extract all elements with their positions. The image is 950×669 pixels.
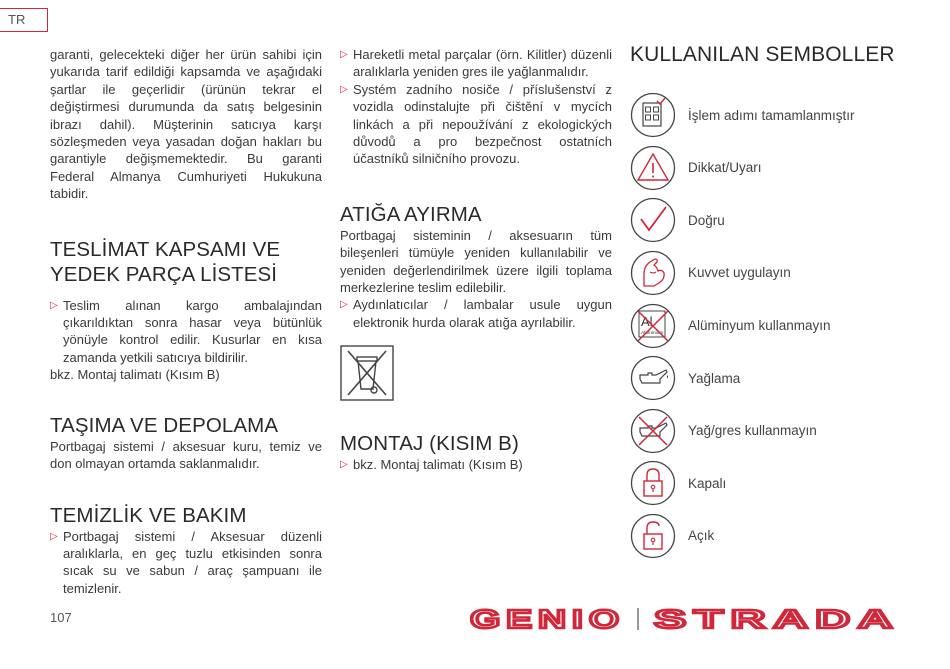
svg-text:Al: Al: [641, 313, 653, 329]
triangle-bullet-icon: ▷: [340, 83, 348, 95]
scope-reference: bkz. Montaj talimatı (Kısım B): [50, 367, 220, 383]
warning-icon: [630, 145, 676, 191]
symbol-label: Kuvvet uygulayın: [688, 265, 791, 281]
cleaning-heading: TEMİZLİK VE BAKIM: [50, 503, 247, 527]
warranty-text: garanti, gelecekteki diğer her ürün sahibi için yukarıda tarif edildiği kapsamda ve aşağıdaki şartlar ile geçerlidir (ürünün tekrar el değiştirmesi durumunda da satış belgesinin ibrazı dahil). Müşterinin satıcıya karşı sözleşmeden veya yasadan doğan hakları bu garantiyle değişmemektedir. Bu garanti Federal Almanya Cumhuriyeti Hukukuna tabidir.: [50, 47, 322, 202]
list-item: ▷ Portbagaj sistemi / Aksesuar düzenli aralıklarla, en geç tuzlu etkisinden sonra sıcak su ve sabun / araç şampuanı ile temizlenir.: [50, 528, 322, 596]
triangle-bullet-icon: ▷: [340, 299, 348, 311]
checklist-icon: [630, 92, 676, 138]
oil-can-icon: [630, 355, 676, 401]
page-number: 107: [50, 610, 72, 625]
disposal-heading: ATIĞA AYIRMA: [340, 202, 482, 226]
symbol-row: [630, 457, 910, 510]
brand-strada: STRADA: [654, 604, 900, 632]
disposal-text: Portbagaj sisteminin / aksesuarın tüm bileşenleri tümüyle yeniden kullanılabilir ve yeniden değerlendirilmek üzere ilgili toplama merkezlerine teslim edilebilir.: [340, 227, 612, 296]
triangle-bullet-icon: ▷: [340, 49, 348, 60]
triangle-bullet-icon: ▷: [50, 299, 58, 311]
symbol-row: [630, 510, 910, 563]
triangle-bullet-icon: ▷: [340, 459, 348, 471]
list-item: ▷ Aydınlatıcılar / lambalar usule uygun elektronik hurda olarak atığa ayrılabilir.: [340, 297, 612, 330]
symbols-heading: KULLANILAN SEMBOLLER: [630, 43, 895, 66]
symbol-row: [630, 299, 910, 352]
column-left: [50, 46, 322, 597]
column-middle: [340, 46, 612, 474]
list-item: ▷ Systém zadního nosiče / příslušenství z vozidla odinstalujte při čištění v mycích linkách a při nepoužívání z ekologických důvodů a pro bezpečnost ostatních účastníků silničního provozu.: [340, 81, 612, 167]
svg-text:Aluminium: Aluminium: [641, 330, 664, 336]
symbol-row: [630, 352, 910, 405]
symbol-row: [630, 194, 910, 247]
symbol-label: Açık: [688, 528, 715, 544]
symbol-row: [630, 89, 910, 142]
crossed-bin-icon: [340, 345, 394, 401]
symbol-row: [630, 247, 910, 300]
no-oil-icon: [630, 408, 676, 454]
brand-logo: [470, 604, 902, 632]
arm-force-icon: [630, 250, 676, 296]
language-tab: TR: [0, 8, 48, 32]
no-aluminium-icon: [630, 303, 676, 349]
symbol-label: Yağlama: [688, 370, 741, 386]
storage-heading: TAŞIMA VE DEPOLAMA: [50, 413, 279, 437]
assembly-heading: MONTAJ (KISIM B): [340, 432, 519, 456]
list-item: ▷ Hareketli metal parçalar (örn. Kilitler) düzenli aralıklarla yeniden gres ile yağlanmalıdır.: [340, 47, 612, 80]
scope-heading: TESLİMAT KAPSAMI VE YEDEK PARÇA LİSTESİ: [50, 237, 281, 286]
triangle-bullet-icon: ▷: [50, 530, 58, 542]
symbol-label: Doğru: [688, 212, 725, 228]
check-icon: [630, 197, 676, 243]
symbol-row: [630, 405, 910, 458]
symbol-label: Alüminyum kullanmayın: [688, 317, 831, 333]
symbol-label: Dikkat/Uyarı: [688, 160, 762, 176]
symbol-row: [630, 142, 910, 195]
lock-open-icon: [630, 513, 676, 559]
symbol-label: Kapalı: [688, 475, 727, 491]
brand-genio: GENIO: [470, 604, 625, 632]
symbol-label: Yağ/gres kullanmayın: [688, 423, 817, 439]
symbol-label: İşlem adımı tamamlanmıştır: [688, 107, 855, 123]
lock-closed-icon: [630, 460, 676, 506]
storage-text: Portbagaj sistemi / aksesuar kuru, temiz ve don olmayan ortamda saklanmalıdır.: [50, 438, 322, 472]
column-symbols: [630, 42, 910, 562]
list-item: ▷ bkz. Montaj talimatı (Kısım B): [340, 457, 523, 473]
list-item: ▷ Teslim alınan kargo ambalajından çıkarıldıktan sonra hasar veya bütünlük yönüyle kontrol edilir. Kusurlar en kısa zamanda yetkili satıcıya bildirilir.: [50, 297, 322, 365]
